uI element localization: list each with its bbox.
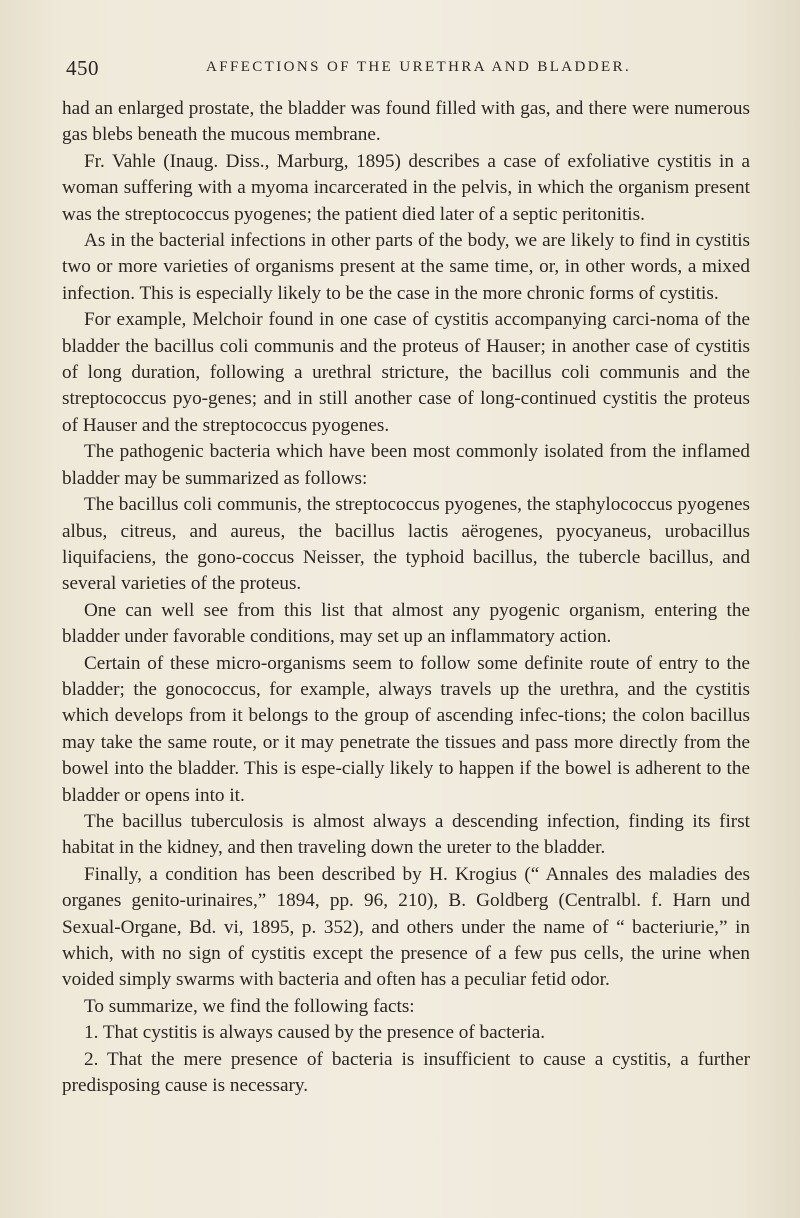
- page-header: [66, 56, 746, 82]
- paragraph: Fr. Vahle (Inaug. Diss., Marburg, 1895) describes a case of exfoliative cystitis in a woman suffering with a myoma incarcerated in the pelvis, in which the organism present was the streptococcus pyogenes; the patient died later of a septic peritonitis.: [62, 150, 750, 225]
- body-text: [62, 96, 750, 1099]
- paragraph: Finally, a condition has been described by H. Krogius (“ Annales des maladies des organes genito-urinaires,” 1894, pp. 96, 210), B. Goldberg (Centralbl. f. Harn und Sexual-Organe, Bd. vi, 1895, p. 352), and others under the name of “ bacteriurie,” in which, with no sign of cystitis except the presence of a few pus cells, the urine when voided simply swarms with bacteria and often has a peculiar fetid odor.: [62, 863, 750, 991]
- paragraph: To summarize, we find the following facts:: [84, 995, 415, 1017]
- paragraph: had an enlarged prostate, the bladder was found filled with gas, and there were numerous gas blebs beneath the mucous membrane.: [62, 98, 750, 146]
- paragraph: Certain of these micro-organisms seem to follow some definite route of entry to the bladder; the gonococcus, for example, always travels up the urethra, and the cystitis which develops from it belongs to the group of ascending infec-tions; the colon bacillus may take the same route, or it may penetrate the tissues and pass more directly from the bowel into the bladder. This is espe-cially likely to happen if the bowel is adherent to the bladder or opens into it.: [62, 652, 750, 806]
- paragraph: For example, Melchoir found in one case of cystitis accompanying carci-noma of the bladder the bacillus coli communis and the proteus of Hauser; in another case of cystitis of long duration, following a urethral stricture, the bacillus coli communis and the streptococcus pyo-genes; and in still another case of long-continued cystitis the proteus of Hauser and the streptococcus pyogenes.: [62, 309, 750, 436]
- page-number: 450: [66, 56, 99, 80]
- paragraph: One can well see from this list that almost any pyogenic organism, entering the bladder under favorable conditions, may set up an inflammatory action.: [62, 599, 750, 648]
- paragraph: The pathogenic bacteria which have been most commonly isolated from the inflamed bladder may be summarized as follows:: [62, 441, 750, 489]
- paragraph: The bacillus tuberculosis is almost always a descending infection, finding its first habitat in the kidney, and then traveling down the ureter to the bladder.: [62, 810, 750, 859]
- list-item: 2. That the mere presence of bacteria is insufficient to cause a cystitis, a further predisposing cause is necessary.: [62, 1048, 750, 1097]
- list-item: 1. That cystitis is always caused by the presence of bacteria.: [84, 1022, 546, 1044]
- running-title: AFFECTIONS OF THE URETHRA AND BLADDER.: [206, 59, 632, 75]
- paragraph: As in the bacterial infections in other parts of the body, we are likely to find in cystitis two or more varieties of organisms present at the same time, or, in other words, a mixed infection. This is especially likely to be the case in the more chronic forms of cystitis.: [62, 230, 750, 304]
- paragraph: The bacillus coli communis, the streptococcus pyogenes, the staphylococcus pyogenes albus, citreus, and aureus, the bacillus lactis aërogenes, pyocyaneus, urobacillus liquifaciens, the gono-coccus Neisser, the typhoid bacillus, the tubercle bacillus, and several varieties of the proteus.: [62, 494, 750, 595]
